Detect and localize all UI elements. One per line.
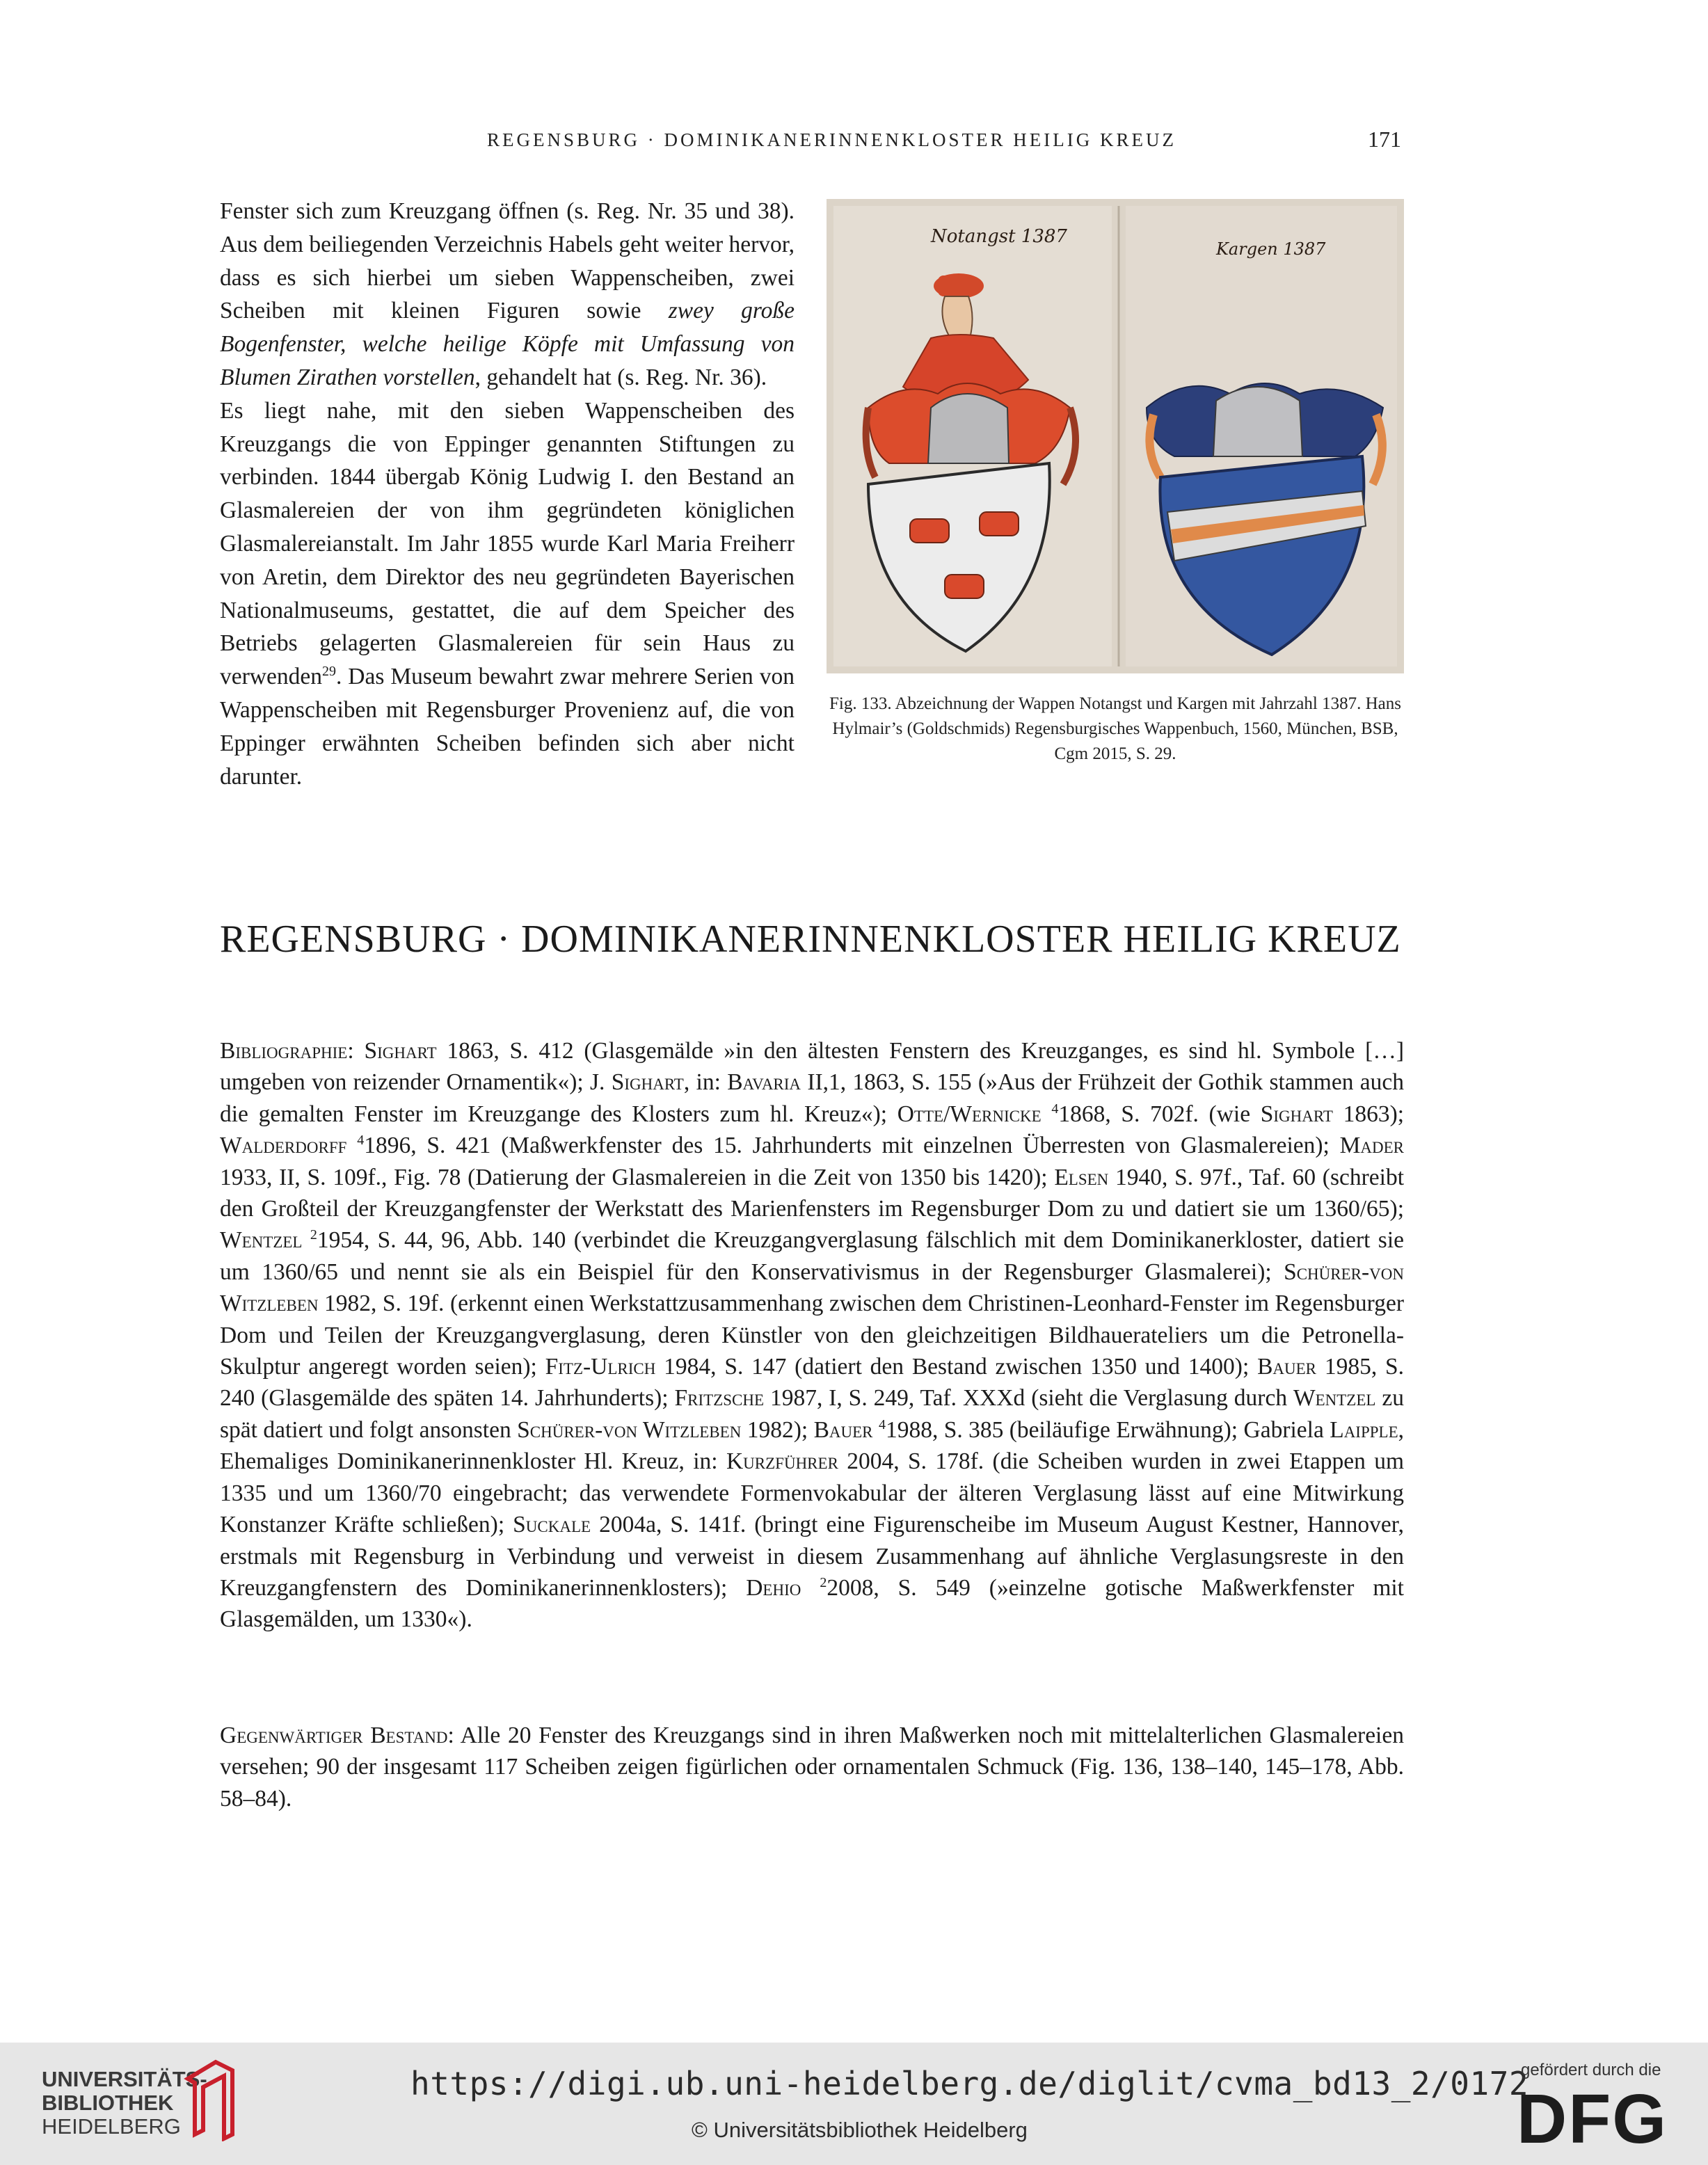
right-inscription: Kargen 1387 [1216, 239, 1326, 259]
page-number: 171 [1368, 127, 1401, 152]
dfg-funding-label: gefördert durch die [1521, 2061, 1661, 2079]
figure-caption: Fig. 133. Abzeichnung der Wappen Notangst und Kargen mit Jahrzahl 1387. Hans Hylmair’s (Goldschmids) Regensburgisches Wappenbuch, 1560, München, BSB, Cgm 2015, S. 29. [829, 694, 1401, 763]
coats-of-arms-drawing [827, 199, 1404, 673]
current-holdings-section: Gegenwärtiger Bestand: Alle 20 Fenster des Kreuzgangs sind in ihren Maßwerken noch mit mittelalterlichen Glasmalereien versehen; 90 der insgesamt 117 Scheiben zeigen figürlichen oder ornamentalen Schmuck (Fig. 136, 138–140, 145–178, Abb. 58–84). [220, 1723, 1404, 1812]
bibliography-label: Bibliographie [220, 1038, 348, 1064]
paragraph-2: Es liegt nahe, mit den sieben Wappenscheiben des Kreuzgangs die von Eppinger genannten Stiftungen zu verbinden. 1844 übergab König Ludwig I. den Bestand an Glasmalereien der von ihm gegründeten königlichen Glasmalereianstalt. Im Jahr 1855 wurde Karl Maria Freiherr von Aretin, dem Direktor des neu gegründeten Bayerischen Nationalmuseums, gestattet, die auf dem Speicher des Betriebs gelagerten Glasmalereien für sein Haus zu verwenden$^{29}$. Das Museum bewahrt zwar mehrere Serien von Wappenscheiben mit Regensburger Provenienz auf, die von Eppinger erwähnten Scheiben befinden sich aber nicht darunter. [220, 397, 795, 790]
quotation-italic: zwey große Bogenfenster, welche heilige Köpfe mit Umfassung von Blumen Zirathen vorstellen [220, 298, 795, 390]
section-title: REGENSBURG · DOMINIKANERINNENKLOSTER HEILIG KREUZ [220, 918, 1401, 961]
footnote-ref: 29 [321, 664, 336, 679]
footer-banner [0, 2043, 1708, 2165]
dfg-logo: DFG [1517, 2080, 1668, 2158]
left-inscription: Notangst 1387 [931, 226, 1067, 247]
source-url-link[interactable]: https://digi.ub.uni-heidelberg.de/diglit/cvma_bd13_2/0172 [410, 2065, 1529, 2102]
ub-heidelberg-logo-icon [182, 2058, 238, 2141]
current-holdings-label: Gegenwärtiger Bestand [220, 1723, 448, 1748]
paragraph-1: Fenster sich zum Kreuzgang öffnen (s. Reg. Nr. 35 und 38). Aus dem beiliegenden Verzeichnis Habels geht weiter hervor, dass es sich hierbei um sieben Wappenscheiben, zwei Scheiben mit kleinen Figuren sowie zwey große Bogenfenster, welche heilige Köpfe mit Umfassung von Blumen Zirathen vorstellen, gehandelt hat (s. Reg. Nr. 36). [220, 198, 795, 390]
bibliography-section: Bibliographie: Sighart 1863, S. 412 (Glasgemälde »in den ältesten Fenstern des Kreuzganges, es sind hl. Symbole […] umgeben von reizender Ornamentik«); J. Sighart, in: Bavaria II,1, 1863, S. 155 (»Aus der Frühzeit der Gothik stammen auch die gemalten Fenster im Kreuzgange des Klosters zum hl. Kreuz«); Otte/Wernicke $^4$1868, S. 702f. (wie Sighart 1863); Walderdorff $^4$1896, S. 421 (Maßwerkfenster des 15. Jahrhunderts mit einzelnen Überresten von Glasmalereien); Mader 1933, II, S. 109f., Fig. 78 (Datierung der Glasmalereien in die Zeit von 1350 bis 1420); Elsen 1940, S. 97f., Taf. 60 (schreibt den Großteil der Kreuzgangfenster der Werkstatt des Marienfensters im Regensburger Dom zu und datiert sie um 1360/65); Wentzel $^2$1954, S. 44, 96, Abb. 140 (verbindet die Kreuzgangverglasung fälschlich mit dem Dominikanerkloster, datiert sie um 1360/65 und nennt sie als ein Beispiel für den Konservativismus in der Regensburger Glasmalerei); Schürer-von Witzleben 1982, S. 19f. (erkennt einen Werkstattzusammenhang zwischen dem Christinen-Leonhard-Fenster im Regensburger Dom und Teilen der Kreuzgangverglasung, deren Künstler von den gleichzeitigen Bildhauerateliers um die Petronella-Skulptur angeregt worden seien); Fitz-Ulrich 1984, S. 147 (datiert den Bestand zwischen 1350 und 1400); Bauer 1985, S. 240 (Glasgemälde des späten 14. Jahrhunderts); Fritzsche 1987, I, S. 249, Taf. XXXd (sieht die Verglasung durch Wentzel zu spät datiert und folgt ansonsten Schürer-von Witzleben 1982); Bauer $^4$1988, S. 385 (beiläufige Erwähnung); Gabriela Laipple, Ehemaliges Dominikanerinnenkloster Hl. Kreuz, in: Kurzführer 2004, S. 178f. (die Scheiben wurden in zwei Etappen um 1335 und um 1360/70 eingebracht; das verwendete Formenvokabular der älteren Verglasung lässt auf eine Mitwirkung Konstanzer Kräfte schließen); Suckale 2004a, S. 141f. (bringt eine Figurenscheibe im Museum August Kestner, Hannover, erstmals mit Regensburg in Verbindung und verweist in diesem Zusammenhang auf ähnliche Verglasungsreste in den Kreuzgangfenstern des Dominikanerinnenklosters); Dehio $^2$2008, S. 549 (»einzelne gotische Maßwerkfenster mit Glasgemälden, um 1330«). [220, 1038, 1405, 1633]
left-column-text [220, 195, 795, 793]
copyright-notice: © Universitätsbibliothek Heidelberg [692, 2118, 1028, 2142]
running-head: REGENSBURG · DOMINIKANERINNENKLOSTER HEILIG KREUZ [487, 129, 1176, 150]
left-helmet [928, 394, 1009, 463]
ub-heidelberg-logo-text: UNIVERSITÄTS- BIBLIOTHEK HEIDELBERG [42, 2067, 207, 2139]
coats-of-arms-figure [827, 199, 1404, 673]
right-helmet [1213, 387, 1302, 456]
